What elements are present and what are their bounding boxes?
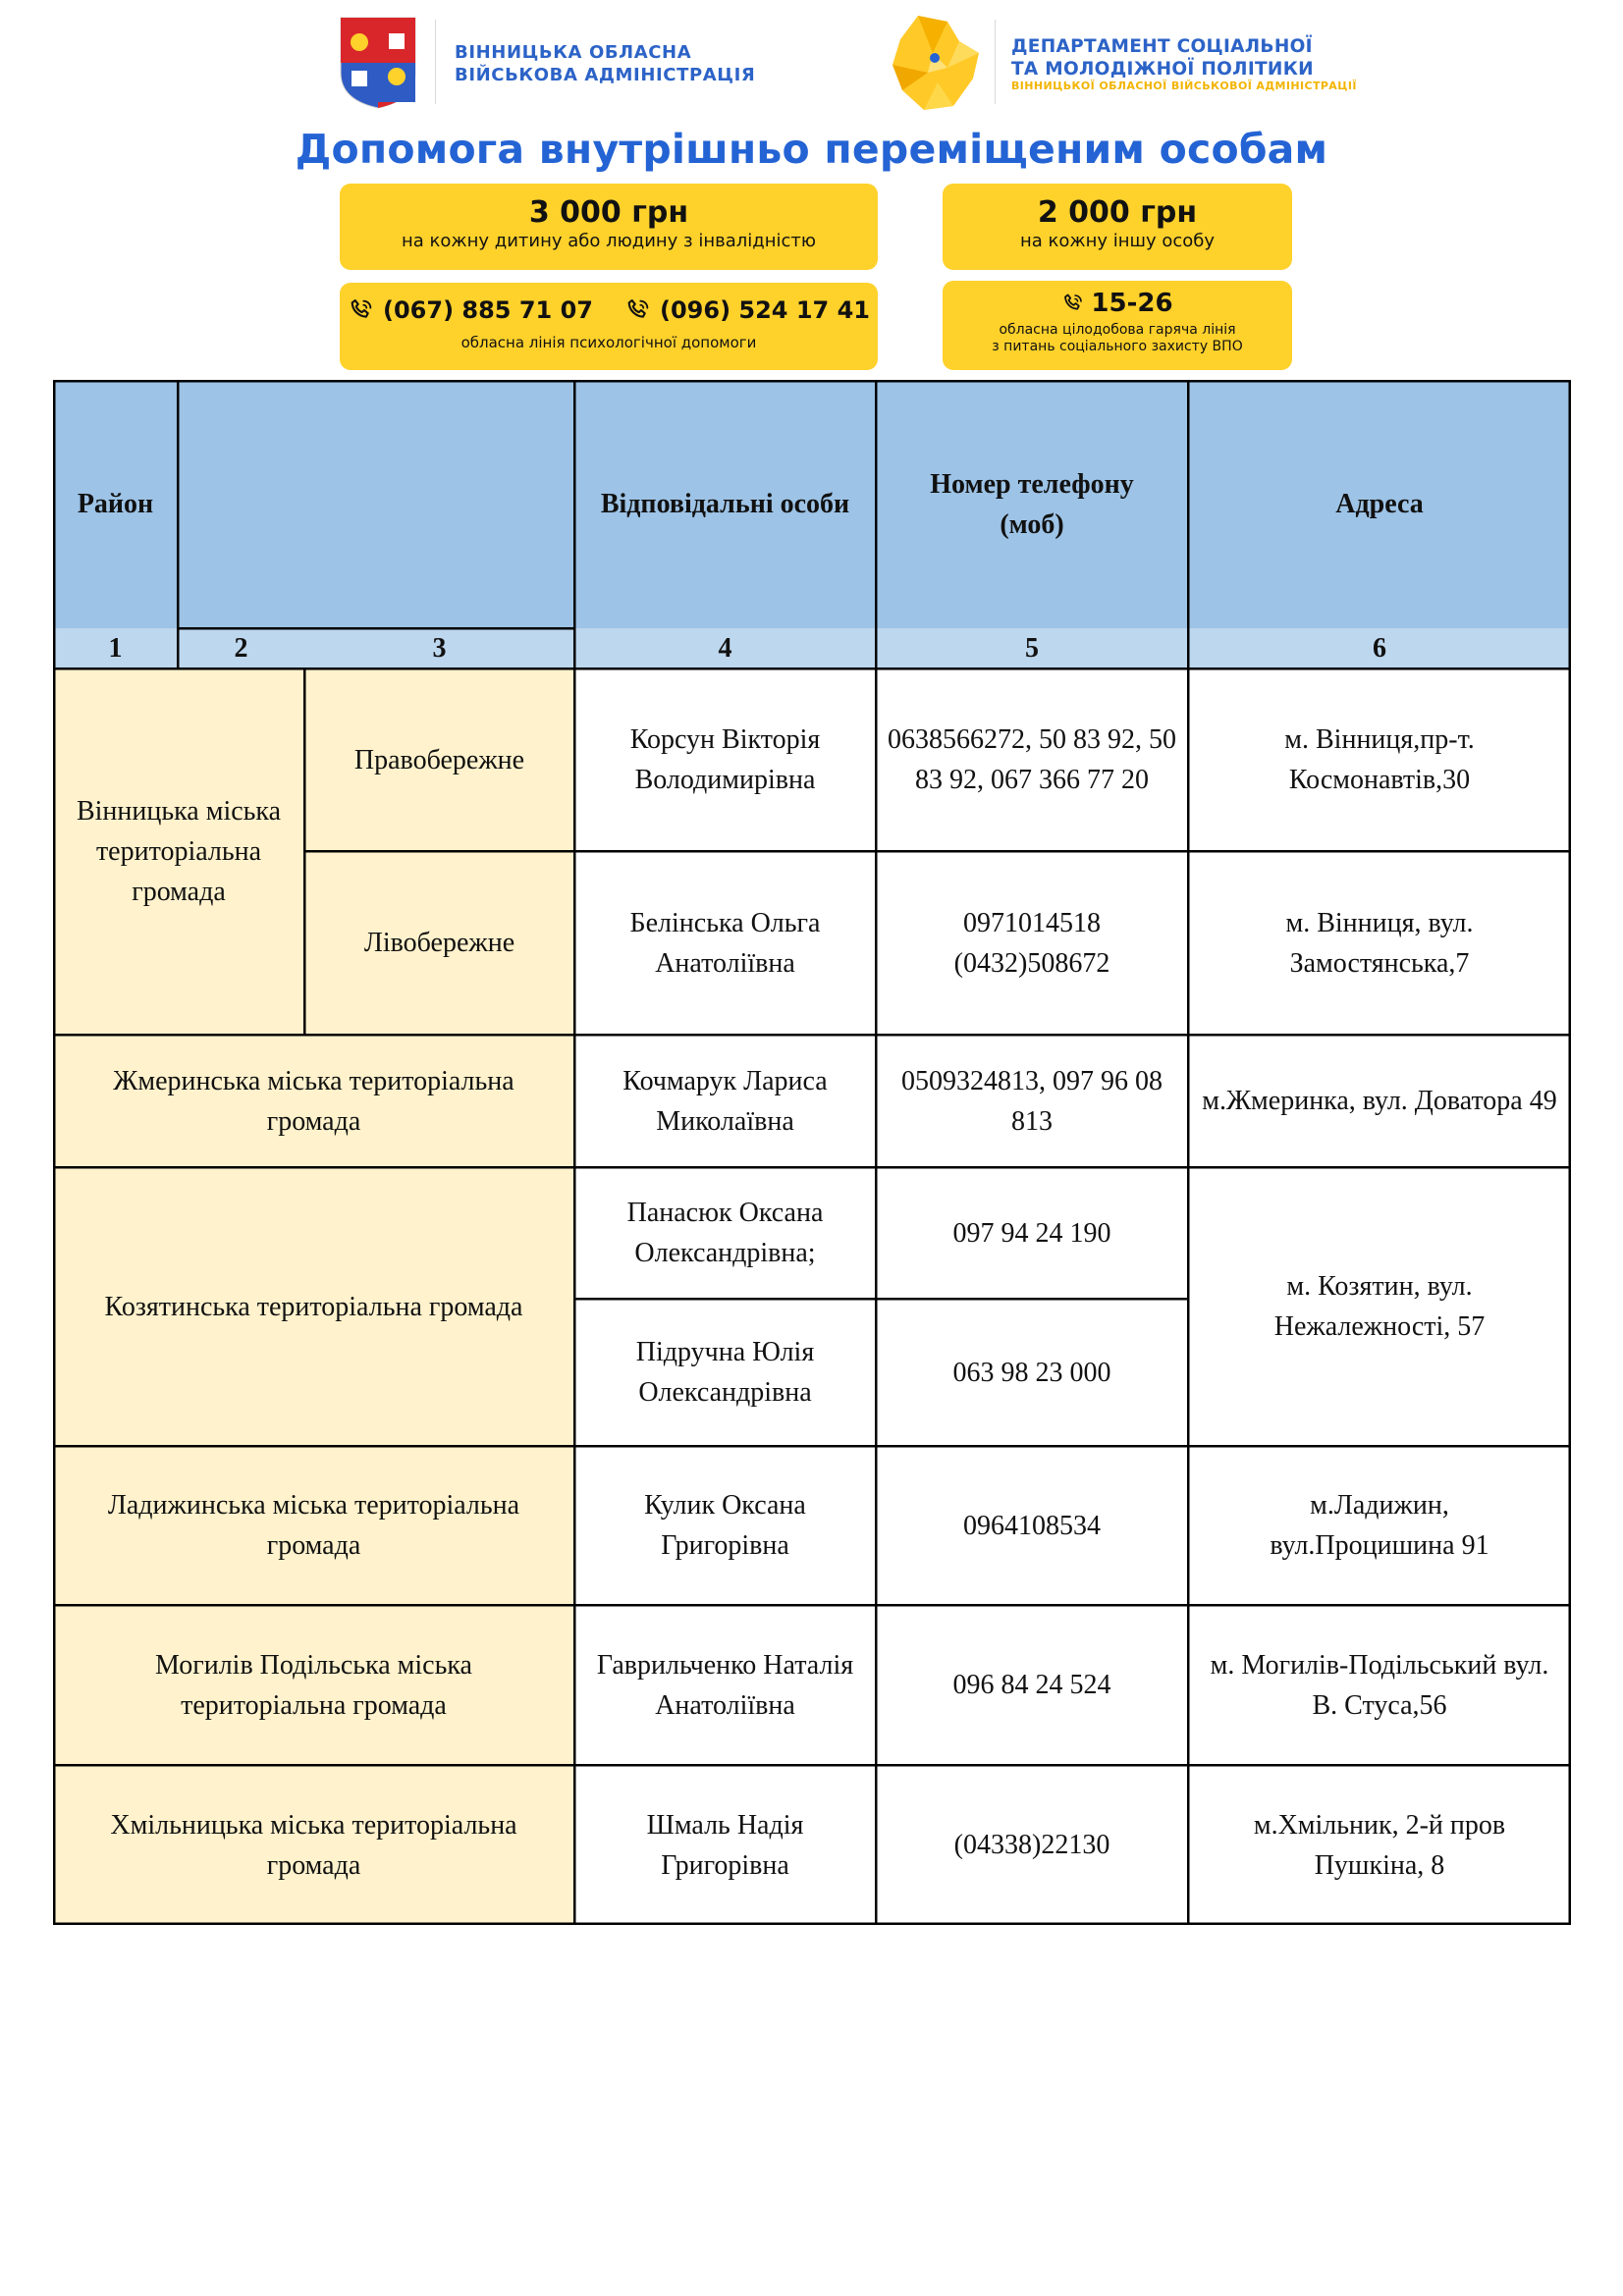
org-left-line2: ВІЙСЬКОВА АДМІНІСТРАЦІЯ <box>455 65 756 85</box>
hotline-caption-2: з питань соціального захисту ВПО <box>992 339 1243 354</box>
phone-zhmerynka: 0509324813, 097 96 08 813 <box>876 1035 1188 1167</box>
community-zhmerynka: Жмеринська міська територіальна громада <box>53 1035 574 1167</box>
address-koziatyn: м. Козятин, вул. Нежалежності, 57 <box>1188 1167 1571 1446</box>
phone-icon <box>348 296 375 324</box>
community-vinnytsia: Вінницька міська територіальна громада <box>53 668 304 1035</box>
aid-amount: 2 000 грн <box>1037 195 1198 230</box>
hotline-number-text: 15-26 <box>1091 289 1173 318</box>
psych-phone-2[interactable] <box>624 296 870 324</box>
vinnytsia-coat-of-arms-icon <box>339 16 417 110</box>
header-divider <box>435 20 436 104</box>
district-right-bank: Правобережне <box>304 668 574 851</box>
org-name-right <box>1011 35 1357 92</box>
address-right-bank: м. Вінниця,пр-т. Космонавтів,30 <box>1188 668 1571 851</box>
phone-mohyliv: 096 84 24 524 <box>876 1605 1188 1765</box>
phone-icon <box>624 296 652 324</box>
header-divider <box>995 20 996 104</box>
person-ladyzhyn: Кулик Оксана Григорівна <box>574 1446 876 1605</box>
person-koziatyn-2: Підручна Юлія Олександрівна <box>574 1299 876 1446</box>
person-koziatyn-1: Панасюк Оксана Олександрівна; <box>574 1167 876 1299</box>
column-number: 4 <box>574 628 876 668</box>
aid-box-others <box>943 184 1292 270</box>
org-name-left <box>455 41 755 86</box>
community-koziatyn: Козятинська територіальна громада <box>53 1167 574 1446</box>
psych-phone-1-text: (067) 885 71 07 <box>383 296 593 324</box>
header-district: Район <box>53 380 178 628</box>
org-right-line2: ТА МОЛОДІЖНОЇ ПОЛІТИКИ <box>1011 59 1314 80</box>
person-khmilnyk: Шмаль Надія Григорівна <box>574 1765 876 1925</box>
address-zhmerynka: м.Жмеринка, вул. Доватора 49 <box>1188 1035 1571 1167</box>
column-number: 1 <box>53 628 178 668</box>
column-number: 5 <box>876 628 1188 668</box>
person-left-bank: Белінська Ольга Анатоліївна <box>574 851 876 1035</box>
hotline-caption-1: обласна цілодобова гаряча лінія <box>999 322 1236 338</box>
hotline-number[interactable] <box>943 289 1292 318</box>
column-number: 3 <box>304 628 574 668</box>
psych-phone-1[interactable] <box>348 296 593 324</box>
column-number: 2 <box>178 628 304 668</box>
phone-left-bank: 0971014518 (0432)508672 <box>876 851 1188 1035</box>
aid-amount: 3 000 грн <box>528 195 689 230</box>
phone-khmilnyk: (04338)22130 <box>876 1765 1188 1925</box>
hotline-box <box>943 281 1292 370</box>
phone-ladyzhyn: 0964108534 <box>876 1446 1188 1605</box>
department-logo-icon <box>889 14 982 112</box>
person-right-bank: Корсун Вікторія Володимирівна <box>574 668 876 851</box>
aid-description: на кожну іншу особу <box>1019 231 1216 251</box>
address-khmilnyk: м.Хмільник, 2-й пров Пушкіна, 8 <box>1188 1765 1571 1925</box>
phone-icon <box>1061 292 1085 315</box>
org-left-line1: ВІННИЦЬКА ОБЛАСНА <box>455 42 692 63</box>
district-left-bank: Лівобережне <box>304 851 574 1035</box>
aid-description: на кожну дитину або людину з інвалідністю <box>402 231 816 251</box>
page-title: Допомога внутрішньо переміщеним особам <box>295 126 1328 173</box>
community-khmilnyk: Хмільницька міська територіальна громада <box>53 1765 574 1925</box>
column-number: 6 <box>1188 628 1571 668</box>
org-right-line3: ВІННИЦЬКОЇ ОБЛАСНОЇ ВІЙСЬКОВОЇ АДМІНІСТРАЦІЇ <box>1011 80 1357 92</box>
address-mohyliv: м. Могилів-Подільський вул. В. Стуса,56 <box>1188 1605 1571 1765</box>
psych-caption: обласна лінія психологічної допомоги <box>460 334 757 351</box>
header-phone: Номер телефону (моб) <box>876 380 1188 628</box>
aid-box-children <box>340 184 878 270</box>
contacts-table <box>53 380 1571 1925</box>
address-left-bank: м. Вінниця, вул. Замостянська,7 <box>1188 851 1571 1035</box>
address-ladyzhyn: м.Ладижин, вул.Процишина 91 <box>1188 1446 1571 1605</box>
org-right-line1: ДЕПАРТАМЕНТ СОЦІАЛЬНОЇ <box>1011 36 1313 57</box>
header-persons: Відповідальні особи <box>574 380 876 628</box>
phone-koziatyn-2: 063 98 23 000 <box>876 1299 1188 1446</box>
phone-right-bank: 0638566272, 50 83 92, 50 83 92, 067 366 77 20 <box>876 668 1188 851</box>
table-grid-lines <box>53 380 1571 1925</box>
person-mohyliv: Гаврильченко Наталія Анатоліївна <box>574 1605 876 1765</box>
person-zhmerynka: Кочмарук Лариса Миколаївна <box>574 1035 876 1167</box>
phone-koziatyn-1: 097 94 24 190 <box>876 1167 1188 1299</box>
community-ladyzhyn: Ладижинська міська територіальна громада <box>53 1446 574 1605</box>
community-mohyliv: Могилів Подільська міська територіальна громада <box>53 1605 574 1765</box>
psych-help-box <box>340 283 878 370</box>
psych-phone-2-text: (096) 524 17 41 <box>660 296 870 324</box>
header-address: Адреса <box>1188 380 1571 628</box>
